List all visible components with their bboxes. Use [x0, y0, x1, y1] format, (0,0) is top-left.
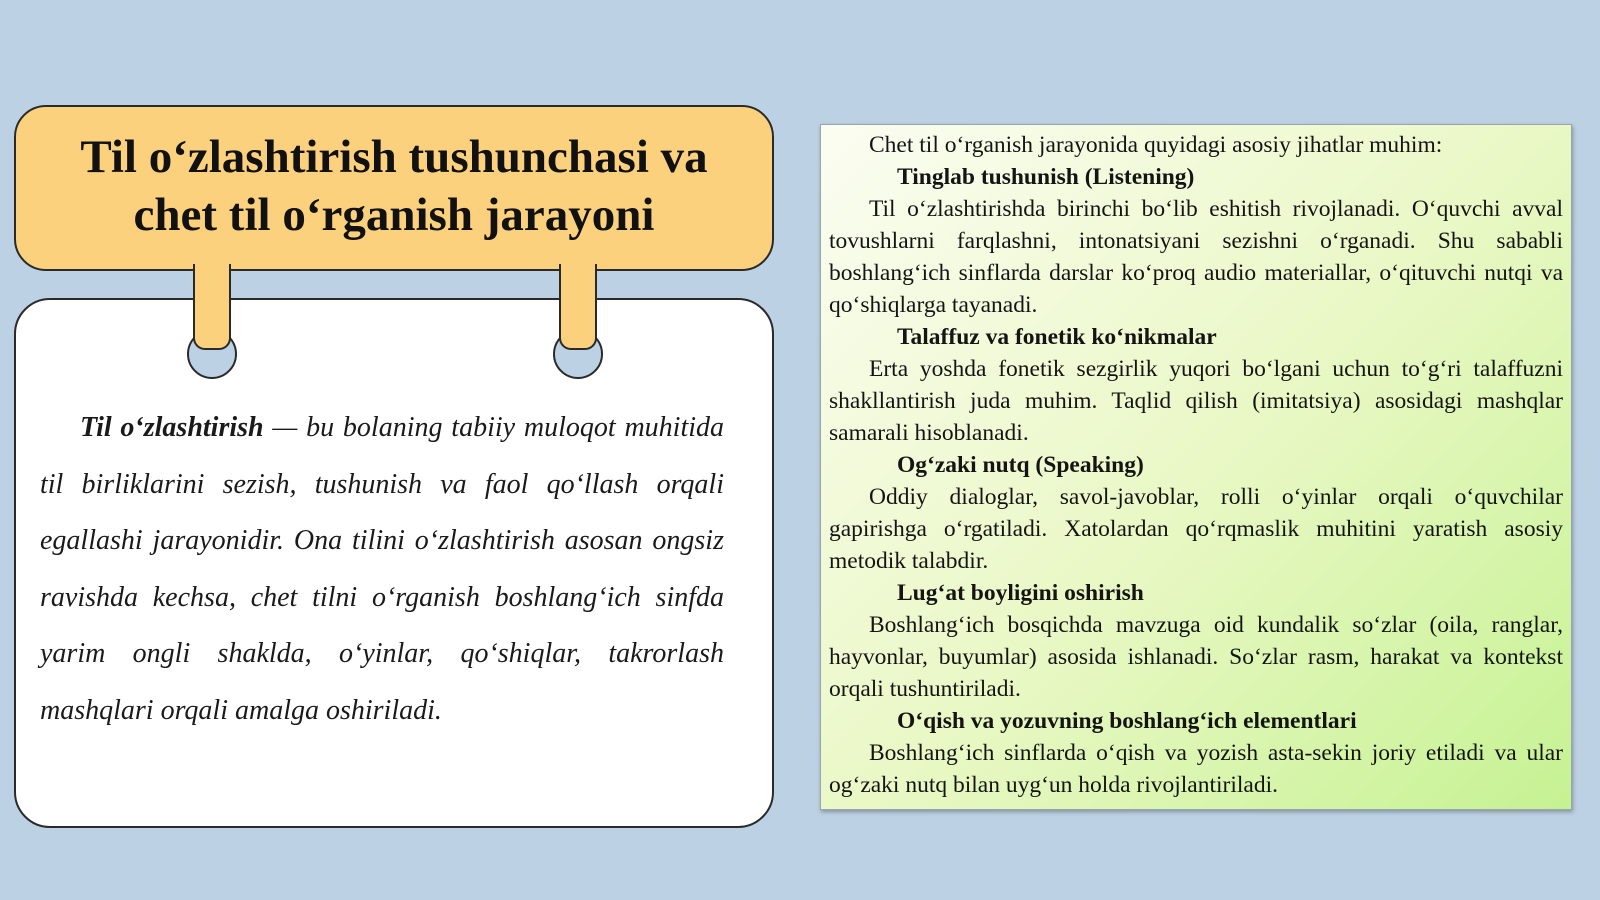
section-text-reading-writing: Boshlang‘ich sinflarda o‘qish va yozish asta-sekin joriy etiladi va ular og‘zaki nutq bilan uyg‘un holda rivojlantiriladi.: [829, 740, 1563, 798]
binder-tab-left: [193, 264, 231, 350]
section-text-listening: Til o‘zlashtirishda birinchi bo‘lib eshitish rivojlanadi. O‘quvchi avval tovushlarni farqlashni, intonatsiyani sezishni o‘rganadi. Shu sababli boshlang‘ich sinflarda darslar ko‘proq audio materiallar, o‘qituvchi nutqi va qo‘shiqlarga tayanadi.: [829, 196, 1563, 318]
binder-tab-right: [559, 264, 597, 350]
definition-text: [40, 400, 724, 739]
section-text-pronunciation: Erta yoshda fonetik sezgirlik yuqori bo‘lgani uchun to‘g‘ri talaffuzni shakllantirish juda muhim. Taqlid qilish (imitatsiya) asosidagi mashqlar samarali hisoblanadi.: [829, 356, 1563, 446]
definition-body: — bu bolaning tabiiy muloqot muhitida til birliklarini sezish, tushunish va faol qo‘llash orqali egallashi jarayonidir. Ona tilini o‘zlashtirish asosan ongsiz ravishda kechsa, chet tilni o‘rganish boshlang‘ich sinfda yarim ongli shaklda, o‘yinlar, qo‘shiqlar, takrorlash mashqlari orqali amalga oshiriladi.: [40, 412, 725, 726]
section-text-vocabulary: Boshlang‘ich bosqichda mavzuga oid kundalik so‘zlar (oila, ranglar, hayvonlar, buyumlar) asosida ishlanadi. So‘zlar rasm, harakat va kontekst orqali tushuntiriladi.: [829, 612, 1563, 702]
info-intro: Chet til o‘rganish jarayonida quyidagi asosiy jihatlar muhim:: [869, 132, 1443, 158]
info-panel: [820, 124, 1572, 810]
section-heading-speaking: Og‘zaki nutq (Speaking): [897, 452, 1144, 478]
definition-card: [14, 298, 774, 828]
page-title: Til o‘zlashtirish tushunchasi va chet til o‘rganish jarayoni: [80, 131, 708, 241]
section-heading-vocabulary: Lug‘at boyligini oshirish: [897, 580, 1144, 606]
title-card: [14, 105, 774, 271]
definition-term: Til o‘zlashtirish: [80, 412, 264, 443]
section-heading-listening: Tinglab tushunish (Listening): [897, 164, 1195, 190]
section-heading-pronunciation: Talaffuz va fonetik ko‘nikmalar: [897, 324, 1217, 350]
section-text-speaking: Oddiy dialoglar, savol-javoblar, rolli o‘yinlar orqali o‘quvchilar gapirishga o‘rgatiladi. Xatolardan qo‘rqmaslik muhitini yaratish asosiy metodik talabdir.: [829, 484, 1563, 574]
section-heading-reading-writing: O‘qish va yozuvning boshlang‘ich elementlari: [897, 708, 1357, 734]
